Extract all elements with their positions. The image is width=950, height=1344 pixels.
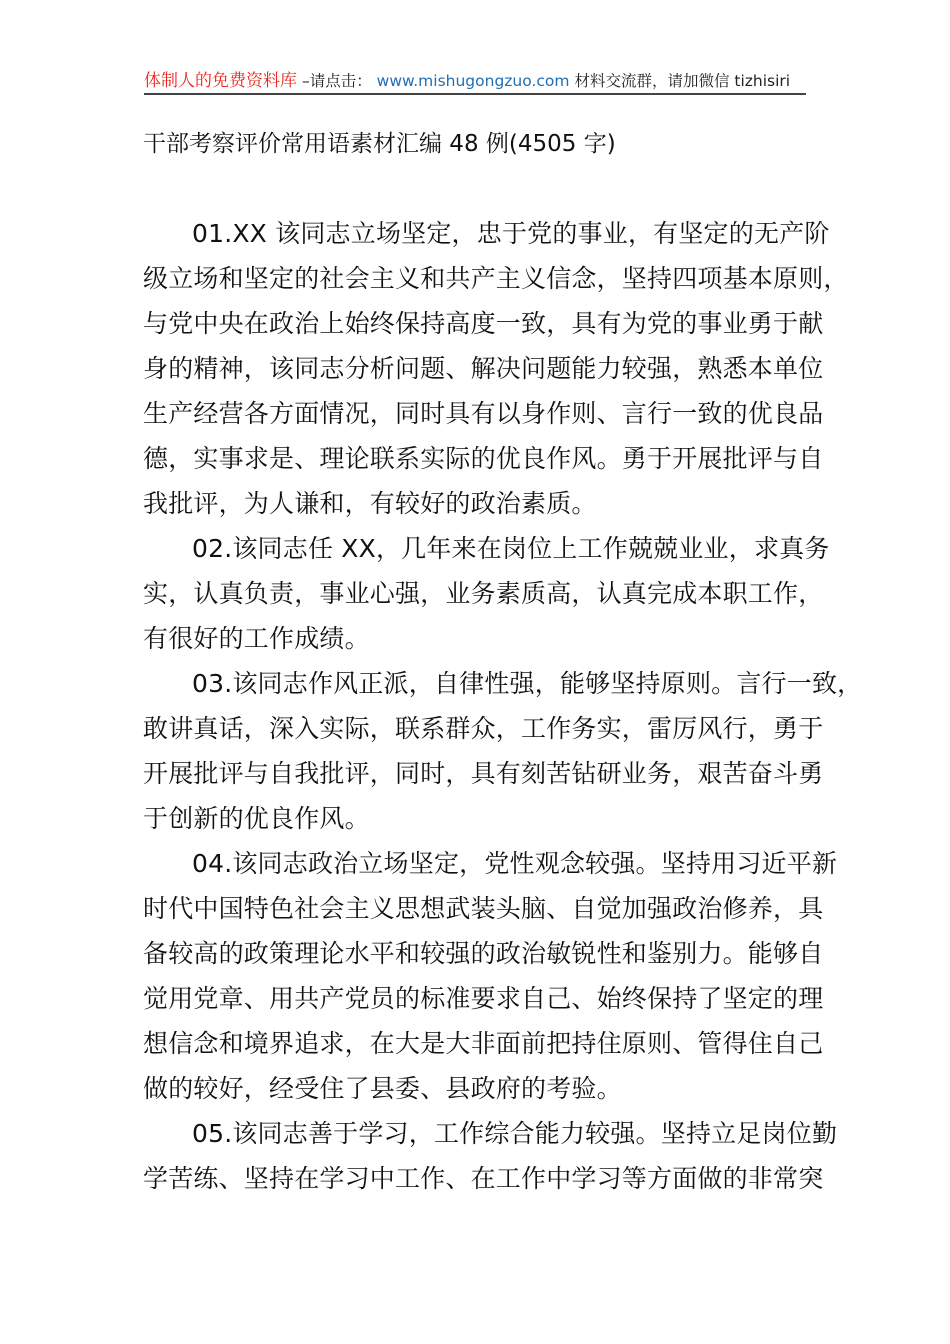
paragraph-line: 备较高的政策理论水平和较强的政治敏锐性和鉴别力。能够自 (143, 939, 824, 968)
paragraph-line: 02.该同志任 XX，几年来在岗位上工作兢兢业业，求真务 (192, 534, 830, 563)
paragraph-line: 于创新的优良作风。 (143, 804, 370, 833)
paragraph-line: 做的较好，经受住了县委、县政府的考验。 (143, 1074, 622, 1103)
paragraph-line: 德，实事求是、理论联系实际的优良作风。勇于开展批评与自 (143, 444, 824, 473)
document-title: 干部考察评价常用语素材汇编 48 例(4505 字) (143, 131, 616, 157)
paragraph-line: 与党中央在政治上始终保持高度一致，具有为党的事业勇于献 (143, 309, 824, 338)
header-link[interactable]: www.mishugongzuo.com (376, 72, 570, 90)
paragraph-line: 觉用党章、用共产党员的标准要求自己、始终保持了坚定的理 (143, 984, 824, 1013)
paragraph-line: 04.该同志政治立场坚定，党性观念较强。坚持用习近平新 (192, 849, 838, 878)
page-header (144, 68, 806, 94)
header-brand: 体制人的免费资料库 (144, 71, 297, 91)
paragraph-line: 时代中国特色社会主义思想武装头脑、自觉加强政治修养，具 (143, 894, 824, 923)
paragraph-line: 我批评，为人谦和，有较好的政治素质。 (143, 489, 597, 518)
header-divider (144, 93, 806, 95)
paragraph-line: 身的精神，该同志分析问题、解决问题能力较强，熟悉本单位 (143, 354, 824, 383)
paragraph-line: 01.XX 该同志立场坚定，忠于党的事业，有坚定的无产阶 (192, 219, 830, 248)
paragraph-line: 级立场和坚定的社会主义和共产主义信念，坚持四项基本原则， (143, 264, 849, 293)
header-prompt: –请点击： (301, 72, 372, 90)
paragraph-line: 学苦练、坚持在学习中工作、在工作中学习等方面做的非常突 (143, 1164, 824, 1193)
paragraph-line: 实，认真负责，事业心强，业务素质高，认真完成本职工作， (143, 579, 824, 608)
paragraph-line: 想信念和境界追求，在大是大非面前把持住原则、管得住自己 (143, 1029, 824, 1058)
paragraph-line: 03.该同志作风正派，自律性强，能够坚持原则。言行一致， (192, 669, 863, 698)
paragraph-line: 生产经营各方面情况，同时具有以身作则、言行一致的优良品 (143, 399, 824, 428)
paragraph-line: 05.该同志善于学习，工作综合能力较强。坚持立足岗位勤 (192, 1119, 838, 1148)
paragraph-line: 开展批评与自我批评，同时，具有刻苦钻研业务，艰苦奋斗勇 (143, 759, 824, 788)
paragraph-line: 有很好的工作成绩。 (143, 624, 370, 653)
header-contact: 材料交流群，请加微信 tizhisiri (574, 72, 791, 90)
paragraph-line: 敢讲真话，深入实际，联系群众，工作务实，雷厉风行，勇于 (143, 714, 824, 743)
